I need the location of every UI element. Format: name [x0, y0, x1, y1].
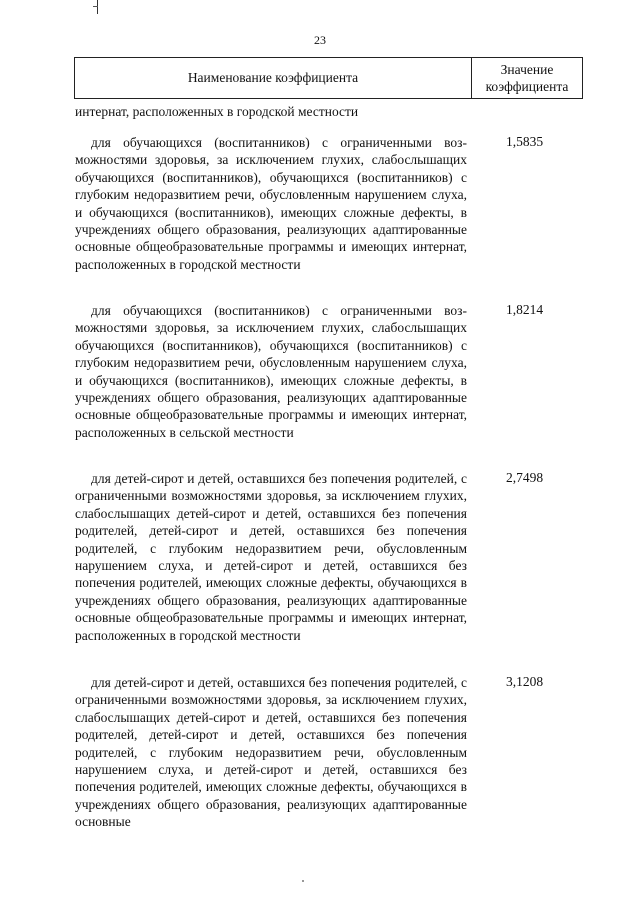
page-number: 23 — [314, 33, 326, 47]
coefficient-description: для обучающихся (воспитанников) с ограниченными возможностями здоровья, за исключением глухих, слабослышащих обучающихся (воспитанников), обучающихся (воспитанников) с глубоким недоразвитием речи, обусловленным нарушением слуха, и обучающихся (воспитанников), имеющих сложные дефекты, в учреждениях общего образования, реализующих адаптированные основные общеобразовательные программы и имеющих интернат, расположенных в городской местности — [75, 135, 467, 272]
coefficient-value: 1,5835 — [506, 134, 544, 149]
table-header — [74, 57, 583, 99]
scan-speck — [302, 880, 304, 882]
coefficient-value: 2,7498 — [506, 470, 544, 485]
scan-mark — [97, 0, 98, 14]
column-header-name: Наименование коэффициента — [75, 58, 472, 98]
coefficient-description: для детей-сирот и детей, оставшихся без попечения родителей, с ограниченными возможностями здоровья, за исключением глухих, слабослышащих детей-сирот и детей, оставшихся без попечения родителей, детей-сирот и детей, оставшихся без попечения родителей, с глубоким недоразвитием речи, обусловленным нарушением слуха, и детей-сирот и детей, оставшихся без попечения родителей, имеющих сложные дефекты, обучающихся в учреждениях общего образования, реализующих адаптированные основные общеобразовательные программы и имеющих интернат, расположенных в городской местности — [75, 471, 467, 643]
table-row — [75, 302, 585, 441]
table-row — [75, 134, 585, 273]
table-row — [75, 470, 585, 644]
column-header-value: Значение коэффициента — [485, 62, 569, 94]
continuation-text: интернат, расположенных в городской местности — [75, 104, 359, 119]
coefficient-description: для детей-сирот и детей, оставшихся без попечения родителей, с ограниченными возможностями здоровья, за исключением глухих, слабослышащих детей-сирот и детей, оставшихся без попечения родителей, детей-сирот и детей, оставшихся без попечения родителей, с глубоким недоразвитием речи, обусловленным нарушением слуха, и детей-сирот и детей, оставшихся без попечения родителей, имеющих сложные дефекты, обучающихся в учреждениях общего образования, реализующих адаптированные основные — [75, 675, 467, 830]
table-row — [75, 674, 585, 831]
coefficient-value: 3,1208 — [506, 674, 544, 689]
coefficient-description: для обучающихся (воспитанников) с ограниченными возможностями здоровья, за исключением глухих, слабослышащих обучающихся (воспитанников), обучающихся (воспитанников) с глубоким недоразвитием речи, обусловленным нарушением слуха, и обучающихся (воспитанников), имеющих сложные дефекты, в учреждениях общего образования, реализующих адаптированные основные общеобразовательные программы и имеющих интернат, расположенных в сельской местности — [75, 303, 467, 440]
coefficient-value: 1,8214 — [506, 302, 544, 317]
